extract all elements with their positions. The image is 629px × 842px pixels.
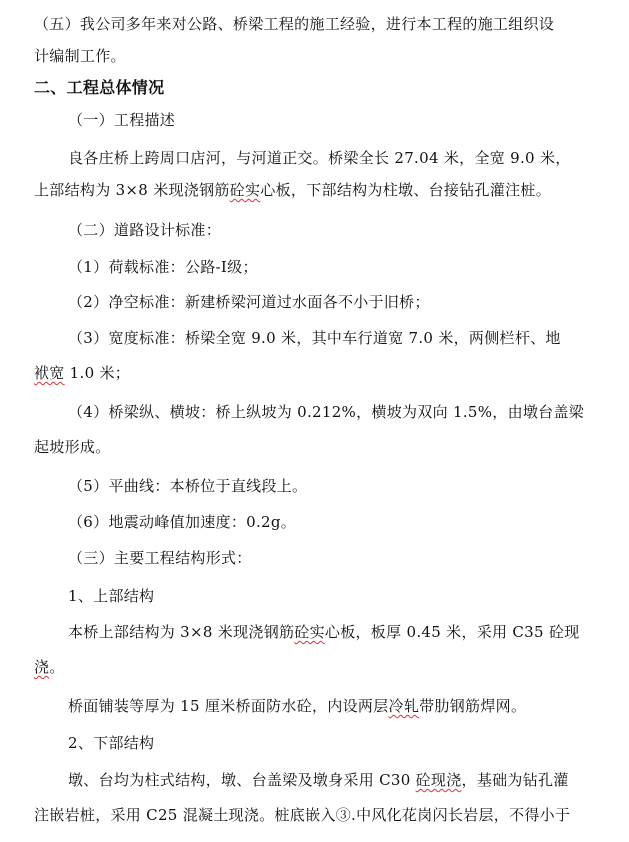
text-run: 1.0 米； [64,364,131,382]
text-run: 墩、台均为柱式结构，墩、台盖梁及墩身采用 C30 [68,771,416,789]
text-run: 心板，板厚 0.45 米，采用 C35 砼现 [324,623,580,641]
list-item: （5）平曲线：本桥位于直线段上。 [68,477,308,495]
subsection-heading: （二）道路设计标准： [68,221,222,239]
spellcheck-flagged-text: 砼实 [294,623,325,641]
subsection-heading: 2、下部结构 [68,734,155,752]
text-run: 本桥上部结构为 3×8 米现浇钢筋 [68,623,295,641]
list-item: （6）地震动峰值加速度：0.2g。 [68,513,297,531]
paragraph-line: 良各庄桥上跨周口店河，与河道正交。桥梁全长 27.04 米，全宽 9.0 米， [68,149,571,167]
spellcheck-flagged-text: 袱宽 [34,364,65,382]
spellcheck-flagged-text: 冷轧 [388,697,420,715]
spellcheck-flagged-text: 砼现浇 [415,771,462,789]
paragraph-line [68,696,526,716]
text-run: ，基础为钻孔灌 [461,771,569,789]
paragraph-line: 注嵌岩桩，采用 C25 混凝土现浇。桩底嵌入③.中风化花岗闪长岩层，不得小于 [34,806,571,824]
paragraph-line: （五）我公司多年来对公路、桥梁工程的施工经验，进行本工程的施工组织设 [34,15,555,33]
subsection-heading: 1、上部结构 [68,587,155,605]
text-run: 上部结构为 3×8 米现浇钢筋 [34,181,230,199]
text-run: 桥面铺装等厚为 15 厘米桥面防水砼，内设两层 [68,697,389,715]
spellcheck-flagged-text: 砼实 [229,181,261,199]
paragraph-line [34,363,130,383]
section-heading: 二、工程总体情况 [34,78,165,97]
subsection-heading: （三）主要工程结构形式： [68,549,252,567]
subsection-heading: （一）工程描述 [68,111,176,129]
list-item: （3）宽度标准：桥梁全宽 9.0 米，其中车行道宽 7.0 米，两侧栏杆、地 [68,329,561,347]
paragraph-line [34,657,65,677]
text-run: 心板，下部结构为柱墩、台接钻孔灌注桩。 [260,181,552,199]
paragraph-line [68,770,569,790]
list-item: （1）荷载标准：公路-Ⅰ级； [68,258,258,276]
paragraph-line [34,180,551,200]
paragraph-line [68,622,580,642]
text-run: 。 [49,658,65,676]
list-item: （2）净空标准：新建桥梁河道过水面各不小于旧桥； [68,293,430,311]
paragraph-line: 计编制工作。 [34,47,126,65]
paragraph-line: 起坡形成。 [34,438,111,456]
spellcheck-flagged-text: 浇 [34,658,50,676]
list-item: （4）桥梁纵、横坡：桥上纵坡为 0.212%，横坡为双向 1.5%，由墩台盖梁 [68,403,585,421]
text-run: 带肋钢筋焊网。 [419,697,527,715]
